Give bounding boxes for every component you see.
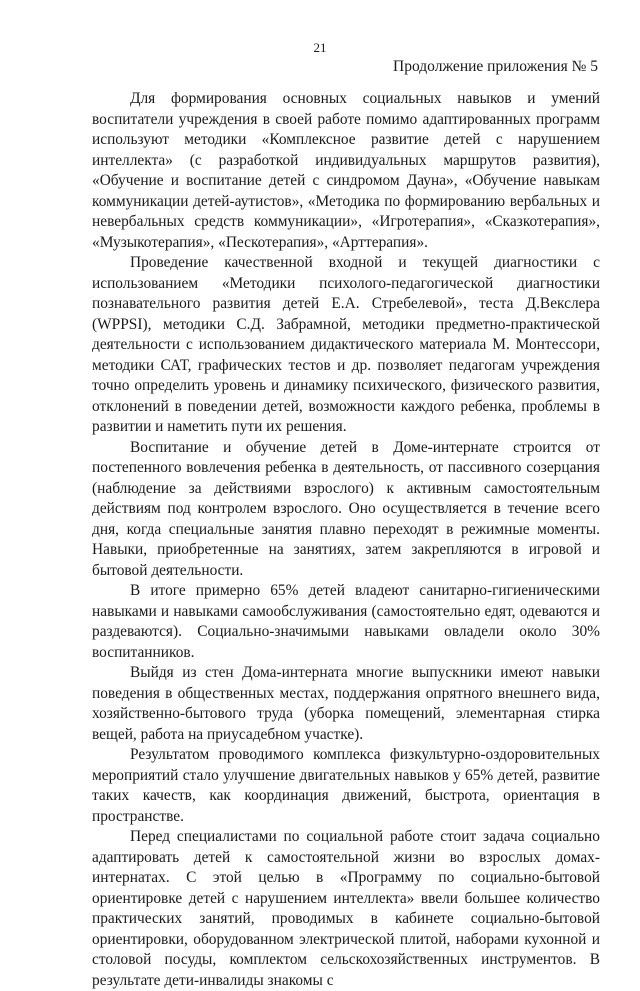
paragraph-results-hygiene: В итоге примерно 65% детей владеют санитарно-гигиеническими навыками и навыками самообслуживания (самостоятельно едят, одеваются и раздеваются). Социально-значимыми навыками овладели около 30% воспитанников. [92, 582, 600, 661]
paragraph-upbringing: Воспитание и обучение детей в Доме-интернате строится от постепенного вовлечения ребенка в деятельность, от пассивного созерцания (наблюдение за действиями взрослого) к активным самостоятельным действиям под контролем взрослого. Оно осуществляется в течение всего дня, когда специальные занятия плавно переходят в режимные моменты. Навыки, приобретенные на занятиях, затем закрепляются в игровой и бытовой деятельности. [92, 438, 600, 579]
paragraph-social-work: Перед специалистами по социальной работе стоит задача социально адаптировать детей к самостоятельной жизни во взрослых домах-интернатах. С этой целью в «Программу по социально-бытовой ориентировке детей с нарушением интеллекта» ввели большее количество практических занятий, проводимых в кабинете социально-бытовой ориентировки, оборудованном электрической плитой, наборами кухонной и столовой посуды, комплектом сельскохозяйственных инструментов. В результате дети-инвалиды знакомы с [92, 828, 600, 989]
page-number: 21 [313, 40, 327, 55]
paragraph-diagnostics: Проведение качественной входной и текущей диагностики с использованием «Методики психолого-педагогической диагностики познавательного развития детей Е.А. Стребелевой», теста Д.Векслера (WPPSI), методики С.Д. Забрамной, методики предметно-практической деятельности с использованием дидактического материала М. Монтессори, методики САТ, графических тестов и др. позволяет педагогам учреждения точно определить уровень и динамику психического, физического развития, отклонений в поведении детей, возможности каждого ребенка, проблемы в развитии и наметить пути их решения. [92, 254, 600, 435]
document-body [92, 89, 600, 991]
paragraph-graduates: Выйдя из стен Дома-интерната многие выпускники имеют навыки поведения в общественных местах, поддержания опрятного внешнего вида, хозяйственно-бытового труда (уборка помещений, элементарная стирка вещей, работа на приусадебном участке). [92, 664, 600, 743]
paragraph-methods: Для формирования основных социальных навыков и умений воспитатели учреждения в своей работе помимо адаптированных программ используют методики «Комплексное развитие детей с нарушением интеллекта» (с разработкой индивидуальных маршрутов развития), «Обучение и воспитание детей с синдромом Дауна», «Обучение навыкам коммуникации детей-аутистов», «Методика по формированию вербальных и невербальных средств коммуникации», «Игротерапия», «Сказкотерапия», «Музыкотерапия», «Пескотерапия», «Арттерапия». [92, 90, 600, 251]
paragraph-physical-results: Результатом проводимого комплекса физкультурно-оздоровительных мероприятий стало улучшение двигательных навыков у 65% детей, развитие таких качеств, как координация движений, быстрота, ориентация в пространстве. [92, 746, 600, 825]
appendix-continuation-header: Продолжение приложения № 5 [393, 58, 598, 75]
